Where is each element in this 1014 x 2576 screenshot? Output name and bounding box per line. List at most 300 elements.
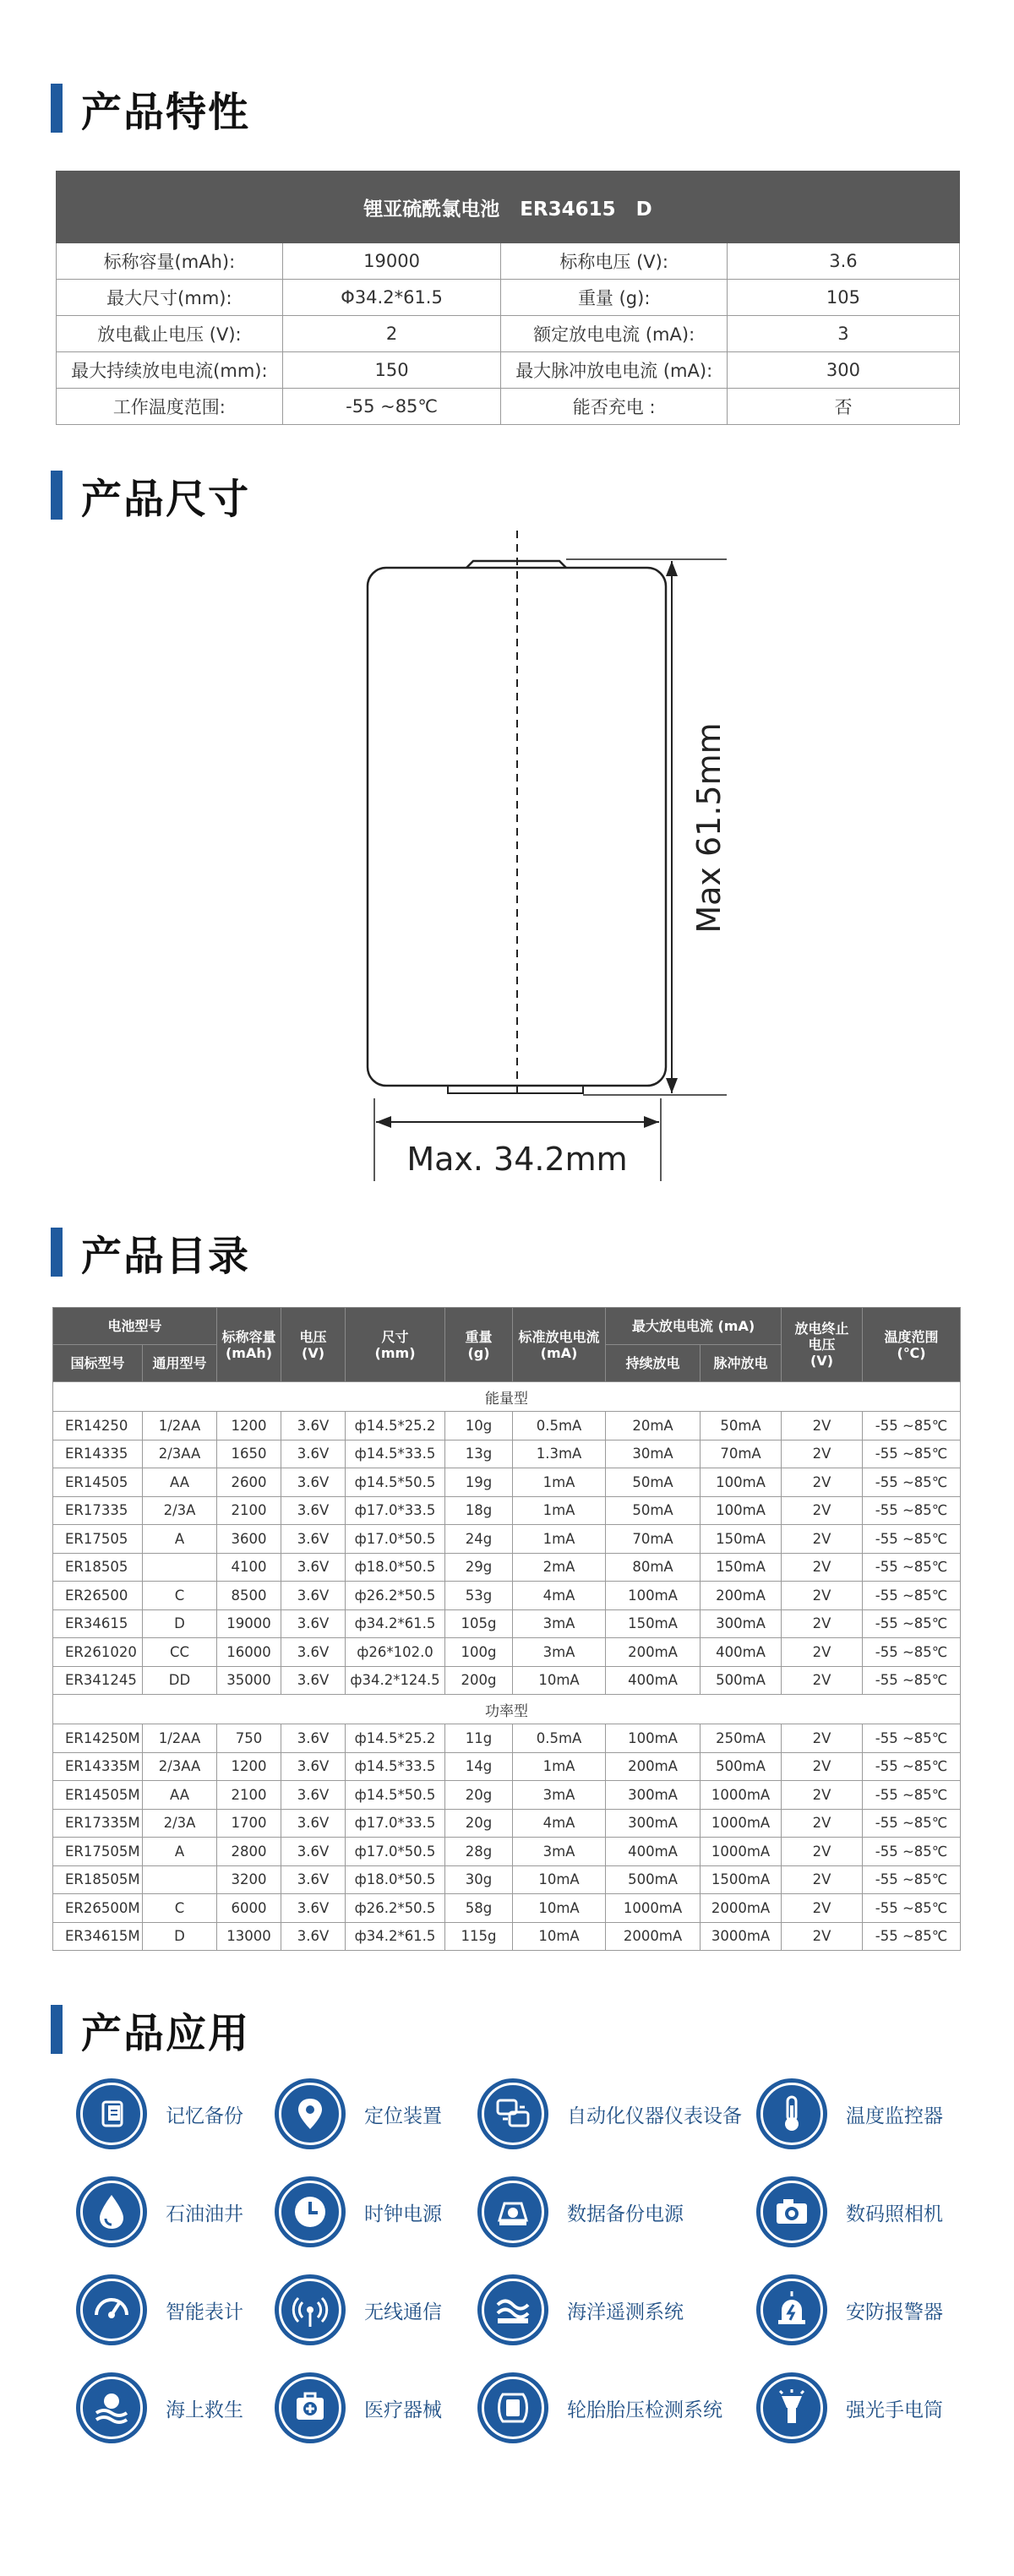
table-cell: 4100 [217,1553,281,1582]
table-cell: 2V [782,1525,863,1554]
table-cell: 300mA [606,1781,701,1810]
table-cell: 3.6V [281,1724,346,1753]
arrow-down [666,1078,678,1093]
table-cell: 3.6V [281,1894,346,1923]
header-cutoff: 放电终止 电压 (V) [782,1308,863,1382]
table-cell: 1650 [217,1440,281,1468]
table-cell: 2V [782,1412,863,1440]
table-cell: 2000mA [701,1894,782,1923]
table-cell: 2V [782,1865,863,1894]
table-cell: 3.6V [281,1809,346,1838]
table-cell: ER26500 [53,1582,143,1610]
table-cell: 2mA [513,1553,606,1582]
table-cell: DD [143,1666,217,1695]
table-cell: 35000 [217,1666,281,1695]
table-cell: 3.6V [281,1525,346,1554]
table-cell: 2V [782,1553,863,1582]
table-row [53,1496,961,1525]
table-cell: 1.3mA [513,1440,606,1468]
application-item [275,2372,442,2443]
table-cell: 500mA [701,1666,782,1695]
table-cell: ф26.2*50.5 [346,1582,445,1610]
title-accent-bar [51,471,63,520]
application-label: 海上救生 [166,2399,243,2421]
table-cell: 2V [782,1809,863,1838]
table-cell: 1mA [513,1525,606,1554]
table-cell: 10mA [513,1922,606,1951]
table-cell: 8500 [217,1582,281,1610]
table-cell: -55 ~85℃ [863,1440,961,1468]
table-cell: 115g [445,1922,513,1951]
table-cell: CC [143,1638,217,1667]
table-cell: ER14505 [53,1468,143,1497]
application-label: 医疗器械 [364,2399,442,2421]
table-cell: 3.6V [281,1865,346,1894]
table-cell: 200mA [606,1752,701,1781]
table-cell: 10mA [513,1865,606,1894]
table-cell: ER14505M [53,1781,143,1810]
table-row [53,1440,961,1468]
table-cell: 3mA [513,1838,606,1866]
oil-drop-icon [76,2176,147,2247]
sea-rescue-icon [76,2372,147,2443]
application-item [477,2078,742,2149]
application-label: 石油油井 [166,2203,243,2225]
table-cell: ф17.0*50.5 [346,1838,445,1866]
table-cell: 70mA [606,1525,701,1554]
dimensions-title: 产品尺寸 [81,475,251,523]
table-cell: 3.6V [281,1666,346,1695]
table-cell: -55 ~85℃ [863,1468,961,1497]
width-label: Max. 34.2mm [406,1141,628,1178]
table-cell: 1000mA [701,1781,782,1810]
table-cell: ER34615 [53,1609,143,1638]
spec-row [57,316,960,352]
table-cell: 3.6V [281,1922,346,1951]
table-cell: 2V [782,1638,863,1667]
dimensions-section-title [51,470,251,523]
table-cell: ф17.0*33.5 [346,1809,445,1838]
table-cell: ф34.2*61.5 [346,1609,445,1638]
table-cell: A [143,1525,217,1554]
table-cell: -55 ~85℃ [863,1553,961,1582]
table-row [53,1838,961,1866]
table-cell: -55 ~85℃ [863,1724,961,1753]
table-cell: 3.6V [281,1468,346,1497]
table-row [53,1809,961,1838]
table-cell: ER18505 [53,1553,143,1582]
table-cell: 50mA [606,1496,701,1525]
table-cell: ER17505M [53,1838,143,1866]
table-cell: 10mA [513,1666,606,1695]
table-cell: -55 ~85℃ [863,1752,961,1781]
header-gb-model: 国标型号 [53,1345,143,1382]
table-cell: ER14250 [53,1412,143,1440]
table-cell: 3200 [217,1865,281,1894]
table-cell: ф14.5*25.2 [346,1412,445,1440]
table-row [53,1468,961,1497]
application-label: 温度监控器 [846,2105,943,2127]
table-cell: ER34615M [53,1922,143,1951]
table-cell: 4mA [513,1582,606,1610]
arrow-right [644,1116,659,1128]
spec-row [57,389,960,425]
table-cell: 30g [445,1865,513,1894]
table-cell: 300mA [606,1809,701,1838]
spec-value: -55 ~85℃ [282,389,501,425]
thermometer-icon [756,2078,827,2149]
application-item [477,2372,722,2443]
table-cell: 20g [445,1781,513,1810]
table-cell: 1/2AA [143,1724,217,1753]
table-cell: 6000 [217,1894,281,1923]
spec-label: 工作温度范围: [57,389,283,425]
table-cell: AA [143,1468,217,1497]
arrow-up [666,561,678,576]
table-cell [143,1865,217,1894]
camera-icon [756,2176,827,2247]
table-cell: 28g [445,1838,513,1866]
battery-dimension-drawing [0,524,1014,1200]
features-section-title [51,83,251,136]
application-item [756,2274,943,2345]
table-cell: 19g [445,1468,513,1497]
table-cell: -55 ~85℃ [863,1666,961,1695]
table-cell: -55 ~85℃ [863,1412,961,1440]
application-item [756,2078,943,2149]
application-label: 强光手电筒 [846,2399,943,2421]
spec-table [56,171,960,425]
table-cell: 200mA [606,1638,701,1667]
table-cell: 3.6V [281,1838,346,1866]
table-cell: 80mA [606,1553,701,1582]
table-cell: ER341245 [53,1666,143,1695]
flashlight-icon [756,2372,827,2443]
application-label: 智能表计 [166,2301,243,2323]
automation-icon [477,2078,548,2149]
table-cell: 0.5mA [513,1412,606,1440]
table-cell: AA [143,1781,217,1810]
table-cell: 19000 [217,1609,281,1638]
table-cell: ER26500M [53,1894,143,1923]
table-cell: 500mA [606,1865,701,1894]
table-cell: 70mA [701,1440,782,1468]
table-cell: 29g [445,1553,513,1582]
table-cell: 3600 [217,1525,281,1554]
table-cell: 3.6V [281,1412,346,1440]
features-title: 产品特性 [81,88,251,136]
table-cell: 150mA [701,1525,782,1554]
table-cell: 20mA [606,1412,701,1440]
application-item [76,2372,243,2443]
spec-value: 3.6 [727,243,959,280]
memory-backup-icon [76,2078,147,2149]
table-cell: ф14.5*33.5 [346,1440,445,1468]
header-max-current: 最大放电电流 (mA) [606,1308,782,1345]
table-cell: 1/2AA [143,1412,217,1440]
table-cell: 0.5mA [513,1724,606,1753]
data-backup-icon [477,2176,548,2247]
spec-label: 最大尺寸(mm): [57,280,283,316]
table-cell: 100g [445,1638,513,1667]
table-cell: D [143,1609,217,1638]
header-continuous: 持续放电 [606,1345,701,1382]
table-cell: ф26.2*50.5 [346,1894,445,1923]
header-std-current: 标准放电电流 (mA) [513,1308,606,1382]
table-cell: 50mA [701,1412,782,1440]
table-cell: ER14335 [53,1440,143,1468]
table-cell: ER17335 [53,1496,143,1525]
table-cell: 18g [445,1496,513,1525]
applications-title: 产品应用 [81,2009,251,2057]
table-cell: 2100 [217,1496,281,1525]
table-cell: ER17505 [53,1525,143,1554]
table-cell: 2/3A [143,1496,217,1525]
medical-icon [275,2372,346,2443]
spec-value: 19000 [282,243,501,280]
table-row [53,1922,961,1951]
catalog-table [52,1307,961,1951]
table-cell: 2/3AA [143,1440,217,1468]
catalog-title: 产品目录 [81,1232,251,1280]
table-cell: 10g [445,1412,513,1440]
table-row [53,1609,961,1638]
table-cell: 2/3A [143,1809,217,1838]
header-voltage: 电压 (V) [281,1308,346,1382]
table-cell: 400mA [606,1666,701,1695]
table-cell: 2V [782,1609,863,1638]
spec-value: 105 [727,280,959,316]
wireless-icon [275,2274,346,2345]
application-item [477,2274,684,2345]
table-cell: 2000mA [606,1922,701,1951]
table-cell: 20g [445,1809,513,1838]
table-cell: 3.6V [281,1553,346,1582]
table-cell: ф34.2*61.5 [346,1922,445,1951]
table-cell: 11g [445,1724,513,1753]
spec-row [57,280,960,316]
arrow-left [376,1116,391,1128]
table-cell: ER14335M [53,1752,143,1781]
table-cell: 750 [217,1724,281,1753]
spec-value: 2 [282,316,501,352]
table-row [53,1781,961,1810]
table-cell: 3mA [513,1609,606,1638]
table-cell: 3.6V [281,1609,346,1638]
table-row [53,1412,961,1440]
spec-value: Φ34.2*61.5 [282,280,501,316]
table-cell: 3mA [513,1638,606,1667]
table-cell: 1500mA [701,1865,782,1894]
table-cell: 3.6V [281,1496,346,1525]
header-pulse: 脉冲放电 [701,1345,782,1382]
spec-label: 标称容量(mAh): [57,243,283,280]
table-cell: ф34.2*124.5 [346,1666,445,1695]
table-cell [143,1553,217,1582]
alarm-icon [756,2274,827,2345]
title-accent-bar [51,2005,63,2054]
table-cell: 3000mA [701,1922,782,1951]
table-cell: 500mA [701,1752,782,1781]
table-cell: 1000mA [701,1838,782,1866]
spec-label: 最大持续放电电流(mm): [57,352,283,389]
application-item [76,2274,243,2345]
application-label: 记忆备份 [166,2105,243,2127]
table-cell: 100mA [606,1582,701,1610]
application-item [477,2176,684,2247]
table-cell: ф17.0*33.5 [346,1496,445,1525]
group-label: 功率型 [53,1695,961,1724]
table-cell: -55 ~85℃ [863,1838,961,1866]
table-cell: 150mA [701,1553,782,1582]
application-label: 无线通信 [364,2301,442,2323]
table-cell: 250mA [701,1724,782,1753]
application-label: 自动化仪器仪表设备 [567,2105,742,2127]
application-item [756,2372,943,2443]
table-cell: 13g [445,1440,513,1468]
application-item [275,2078,442,2149]
table-cell: 100mA [606,1724,701,1753]
spec-row [57,352,960,389]
meter-gauge-icon [76,2274,147,2345]
table-cell: -55 ~85℃ [863,1496,961,1525]
tire-pressure-icon [477,2372,548,2443]
table-cell: 50mA [606,1468,701,1497]
spec-label: 重量 (g): [501,280,728,316]
header-common-model: 通用型号 [143,1345,217,1382]
table-cell: ф14.5*25.2 [346,1724,445,1753]
table-cell: 150mA [606,1609,701,1638]
header-model: 电池型号 [53,1308,217,1345]
spec-value: 300 [727,352,959,389]
ocean-wave-icon [477,2274,548,2345]
table-cell: ф26*102.0 [346,1638,445,1667]
table-row [53,1894,961,1923]
group-row [53,1695,961,1724]
table-cell: -55 ~85℃ [863,1582,961,1610]
table-cell: 2V [782,1582,863,1610]
table-cell: 58g [445,1894,513,1923]
table-cell: 200g [445,1666,513,1695]
table-cell: ER17335M [53,1809,143,1838]
table-cell: ER18505M [53,1865,143,1894]
table-cell: -55 ~85℃ [863,1609,961,1638]
table-cell: 10mA [513,1894,606,1923]
applications-section-title [51,2004,250,2055]
table-cell: 3.6V [281,1582,346,1610]
spec-row [57,243,960,280]
table-cell: 13000 [217,1922,281,1951]
group-row [53,1382,961,1412]
group-label: 能量型 [53,1382,961,1412]
spec-table-title: 锂亚硫酰氯电池 ER34615 D [57,172,960,243]
table-cell: 4mA [513,1809,606,1838]
clock-icon [275,2176,346,2247]
table-cell: -55 ~85℃ [863,1894,961,1923]
application-label: 海洋遥测系统 [567,2301,684,2323]
header-capacity: 标称容量 (mAh) [217,1308,281,1382]
table-cell: 14g [445,1752,513,1781]
table-cell: 53g [445,1582,513,1610]
table-cell: ф14.5*50.5 [346,1468,445,1497]
spec-label: 额定放电电流 (mA): [501,316,728,352]
application-label: 数据备份电源 [567,2203,684,2225]
table-cell: 1mA [513,1496,606,1525]
table-row [53,1865,961,1894]
table-row [53,1582,961,1610]
table-row [53,1724,961,1753]
table-cell: D [143,1922,217,1951]
table-cell: 2100 [217,1781,281,1810]
table-cell: -55 ~85℃ [863,1809,961,1838]
application-item [76,2078,243,2149]
table-cell: 2V [782,1894,863,1923]
table-cell: 400mA [701,1638,782,1667]
application-item [756,2176,943,2247]
table-cell: 2V [782,1666,863,1695]
header-temp: 温度范围 (℃) [863,1308,961,1382]
table-cell: 3mA [513,1781,606,1810]
spec-label: 标称电压 (V): [501,243,728,280]
table-cell: ER14250M [53,1724,143,1753]
height-label: Max 61.5mm [690,722,728,934]
table-cell: 3.6V [281,1440,346,1468]
table-cell: 2V [782,1838,863,1866]
application-label: 轮胎胎压检测系统 [567,2399,722,2421]
table-cell: 100mA [701,1468,782,1497]
spec-value: 3 [727,316,959,352]
table-cell: 2/3AA [143,1752,217,1781]
table-cell: ф17.0*50.5 [346,1525,445,1554]
table-cell: 2V [782,1440,863,1468]
table-cell: -55 ~85℃ [863,1922,961,1951]
spec-label: 能否充电 : [501,389,728,425]
application-label: 数码照相机 [846,2203,943,2225]
table-row [53,1752,961,1781]
table-cell: 1700 [217,1809,281,1838]
table-row [53,1525,961,1554]
spec-label: 放电截止电压 (V): [57,316,283,352]
table-cell: 1000mA [606,1894,701,1923]
spec-label: 最大脉冲放电电流 (mA): [501,352,728,389]
table-cell: 3.6V [281,1638,346,1667]
table-cell: -55 ~85℃ [863,1638,961,1667]
table-cell: 24g [445,1525,513,1554]
table-cell: 1mA [513,1468,606,1497]
table-cell: 16000 [217,1638,281,1667]
title-accent-bar [51,1228,63,1277]
catalog-section-title [51,1227,251,1280]
table-cell: ER261020 [53,1638,143,1667]
application-label: 安防报警器 [846,2301,943,2323]
table-cell: ф18.0*50.5 [346,1865,445,1894]
header-size: 尺寸 (mm) [346,1308,445,1382]
table-cell: 30mA [606,1440,701,1468]
table-cell: 2V [782,1752,863,1781]
table-cell: 105g [445,1609,513,1638]
table-cell: 2800 [217,1838,281,1866]
header-weight: 重量 (g) [445,1308,513,1382]
location-icon [275,2078,346,2149]
table-cell: C [143,1894,217,1923]
table-cell: 1200 [217,1412,281,1440]
battery-bottom [448,1086,583,1093]
table-cell: A [143,1838,217,1866]
table-cell: ф18.0*50.5 [346,1553,445,1582]
application-item [275,2176,442,2247]
table-cell: 1mA [513,1752,606,1781]
table-cell: 3.6V [281,1752,346,1781]
